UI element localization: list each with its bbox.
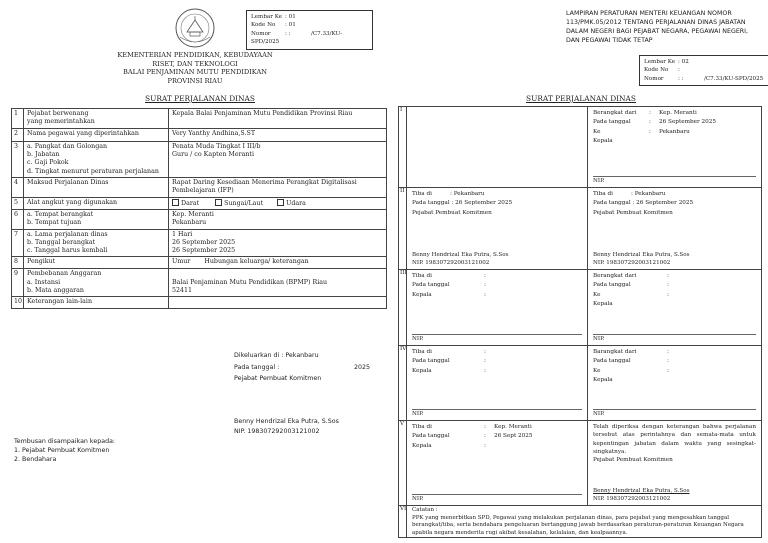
signer-name: Benny Hendrizal Eka Putra, S.Sos — [593, 487, 690, 494]
travel-order-table — [11, 108, 387, 309]
table-row — [12, 109, 387, 129]
code-value: 01 — [288, 22, 296, 29]
reference-box-sheet-2: Lembar Ke : 02 Kode No : Nomor : : /C7.33/KU-SPD/2025 — [639, 55, 768, 86]
table-row — [12, 129, 387, 142]
nip-label: NIP. — [593, 177, 605, 184]
row-value: Balai Penjaminan Mutu Pendidikan (BPMP) Riau 52411 — [169, 269, 387, 297]
number-label: Nomor — [644, 75, 664, 82]
issuer-role: Pejabat Pembuat Komitmen — [234, 375, 322, 383]
row-number: 5 — [12, 197, 24, 209]
section-v-left: Tiba di : Kep. Meranti Pada tanggal : 26 Sept 2025 Kepala : NIP. — [407, 421, 588, 505]
section-number: III — [399, 270, 407, 345]
row-label: a. Tempat berangkat b. Tempat tujuan — [24, 209, 169, 229]
arrival-place: Kep. Meranti — [494, 424, 532, 430]
section-number: II — [399, 188, 407, 269]
row-value: Penata Muda Tingkat I III/b Guru / co Kapten Meranti — [169, 142, 387, 178]
institution-line-3: BALAI PENJAMINAN MUTU PENDIDIKAN — [123, 68, 267, 77]
row-number: 1 — [12, 109, 24, 129]
row-number: 10 — [12, 297, 24, 309]
notes-text: PPK yang menerbitkan SPD, Pegawai yang melakukan perjalanan dinas, para pejabat yang mengesahkan tanggal berangkat/tiba, serta bendahara pengeluaran bertanggung jawab berdasarkan peraturan-peraturan Keuangan Negara apabila negara menderita rugi akibat kesalahan, kelalaian, dan kealpaannya. — [412, 514, 744, 537]
issuer-name: Benny Hendrizal Eka Putra, S.Sos — [234, 418, 339, 425]
list-item: 2. Bendahara — [14, 456, 57, 464]
section-iv — [399, 346, 761, 421]
row-number: 6 — [12, 209, 24, 229]
table-row — [12, 257, 387, 269]
section-vi — [399, 506, 761, 537]
section-iii — [399, 270, 761, 346]
row-label: a. Lama perjalanan dinas b. Tanggal berangkat c. Tanggal harus kembali — [24, 229, 169, 257]
row-label: Pejabat berwenang yang memerintahkan — [24, 109, 169, 129]
table-row — [12, 269, 387, 297]
sheet-value: 01 — [288, 14, 296, 20]
signer-nip: NIP. 198307292003121002 — [593, 495, 671, 502]
row-label: Pengikut — [24, 257, 169, 269]
row-number: 9 — [12, 269, 24, 297]
checkbox-air[interactable] — [277, 199, 284, 206]
signer-name: Benny Hendrizal Eka Putra, S.Sos — [593, 251, 690, 258]
section-v-right: Telah diperiksa dengan keterangan bahwa perjalanan tersebut atas perintahnya dan semata-mata untuk kepentingan jabatan dalam waktu yang sesingkat-singkatnya. Pejabat Pembuat Komitmen Benny Hendrizal Eka Putra, S.Sos NIP. 198307292003121002 — [593, 424, 756, 502]
row-value: 1 Hari 26 September 2025 26 September 2025 — [169, 229, 387, 257]
table-row — [12, 197, 387, 209]
section-i-right: Berangkat dari : Kep. Meranti Pada tanggal : 26 September 2025 Ke : Pekanbaru Kepala NIP. — [588, 107, 761, 187]
row-label: Nama pegawai yang diperintahkan — [24, 129, 169, 142]
number-value: /C7.33/KU-SPD/2025 — [251, 30, 342, 46]
section-number: I — [399, 107, 407, 187]
section-iv-right: Barangkat dari : Pada tanggal : Ke : Kepala NIP. — [588, 346, 761, 420]
right-document-title: SURAT PERJALANAN DINAS — [526, 94, 636, 103]
signer-name: Benny Hendrizal Eka Putra, S.Sos — [412, 251, 509, 258]
row-label: Keterangan lain-lain — [24, 297, 169, 309]
number-label: Nomor — [251, 30, 271, 37]
institution-line-1: KEMENTERIAN PENDIDIKAN, KEBUDAYAAN — [117, 51, 273, 59]
row-label: Pembebanan Anggaran a. Instansi b. Mata anggaran — [24, 269, 169, 297]
transport-options: Darat Sungai/Laut Udara — [169, 197, 387, 209]
sheet-label: Lembar Ke — [644, 59, 676, 65]
row-value: Very Yanthy Andhina,S.ST — [169, 129, 387, 142]
departure-from: Kep. Meranti — [659, 110, 697, 116]
row-label: Alat angkut yang digunakan — [24, 197, 169, 209]
checkbox-land[interactable] — [172, 199, 179, 206]
row-number: 4 — [12, 177, 24, 197]
section-ii-left: Tiba di : Pekanbaru Pada tanggal : 26 September 2025 Pejabat Pembuat Komitmen Benny Hendrizal Eka Putra, S.Sos NIP. 198307292003121002 — [407, 188, 588, 269]
table-row — [12, 209, 387, 229]
section-i — [399, 107, 761, 188]
row-value: Rapat Daring Kesediaan Menerima Perangkat Digitalisasi Pembelajaran (IFP) — [169, 177, 387, 197]
destination: Pekanbaru — [659, 128, 690, 135]
companion-columns: Umur Hubungan keluarga/ keterangan — [169, 257, 387, 269]
table-row — [12, 229, 387, 257]
notes-title: Catatan : — [412, 507, 438, 513]
regulation-reference: LAMPIRAN PERATURAN MENTERI KEUANGAN NOMOR 113/PMK.05/2012 TENTANG PERJALANAN DINAS JABATAN DALAM NEGERI BAGI PEJABAT NEGARA, PEGAWAI NEGERI, DAN PEGAWAI TIDAK TETAP — [566, 10, 749, 45]
row-number: 3 — [12, 142, 24, 178]
departure-date: 26 September 2025 — [659, 119, 716, 126]
signer-nip: NIP. 198307292003121002 — [593, 259, 671, 266]
table-row — [12, 177, 387, 197]
row-label: Maksud Perjalanan Dinas — [24, 177, 169, 197]
section-iv-left: Tiba di : Pada tanggal : Kepala : NIP. — [407, 346, 588, 420]
arrival-date: 26 Sept 2025 — [494, 433, 533, 440]
sheet-value: 02 — [681, 59, 689, 65]
row-number: 8 — [12, 257, 24, 269]
row-number: 2 — [12, 129, 24, 142]
code-label: Kode No — [644, 67, 669, 74]
institution-line-2: RISET, DAN TEKNOLOGI — [152, 59, 238, 68]
left-document-title: SURAT PERJALANAN DINAS — [145, 94, 255, 103]
institution-line-4: PROVINSI RIAU — [167, 76, 223, 85]
number-value: /C7.33/KU-SPD/2025 — [704, 75, 764, 82]
row-value — [169, 297, 387, 309]
visa-grid — [398, 106, 762, 538]
section-number: V — [399, 421, 407, 505]
section-ii-right: Tiba di : Pekanbaru Pada tanggal : 26 September 2025 Pejabat Pembuat Komitmen Benny Hendrizal Eka Putra, S.Sos NIP. 198307292003121002 — [593, 191, 694, 266]
table-row — [12, 142, 387, 178]
reference-box-sheet-1: Lembar Ke : 01 Kode No : 01 Nomor : : /C7.33/KU-SPD/2025 — [246, 10, 373, 50]
issued-at: Dikeluarkan di : Pekanbaru — [234, 352, 319, 359]
section-iii-right: Berangkat dari : Pada tanggal : Ke : Kepala NIP. — [588, 270, 761, 345]
emblem-logo — [172, 7, 218, 49]
issuer-nip: NIP. 198307292003121002 — [234, 427, 320, 435]
signer-nip: NIP. 198307292003121002 — [412, 259, 490, 266]
checkbox-river-sea[interactable] — [215, 199, 222, 206]
row-label: a. Pangkat dan Golongan b. Jabatan c. Gaji Pokok d. Tingkat menurut peraturan perjalanan — [24, 142, 169, 178]
issuance-block — [234, 350, 374, 385]
section-iii-left: Tiba di : Pada tanggal : Kepala : NIP. — [407, 270, 588, 345]
issued-date-label: Pada tanggal : — [234, 363, 280, 371]
row-value: Kepala Balai Penjaminan Mutu Pendidikan Provinsi Riau — [169, 109, 387, 129]
copy-recipients-title: Tembusan disampaikan kepada: — [14, 438, 116, 445]
section-i-left — [407, 107, 588, 187]
row-value: Kep. Meranti Pekanbaru — [169, 209, 387, 229]
issuer-signature — [234, 417, 374, 437]
sheet-label: Lembar Ke — [251, 14, 283, 20]
code-label: Kode No — [251, 22, 276, 29]
section-ii — [399, 188, 761, 270]
verification-statement: Telah diperiksa dengan keterangan bahwa perjalanan tersebut atas perintahnya dan semata-mata untuk kepentingan jabatan dalam waktu yang sesingkat-singkatnya. — [593, 424, 756, 455]
copy-recipients — [14, 437, 164, 464]
list-item: 1. Pejabat Pembuat Komitmen — [14, 447, 110, 455]
issued-year: 2025 — [353, 363, 370, 371]
section-number: IV — [399, 346, 407, 420]
table-row — [12, 297, 387, 309]
section-v — [399, 421, 761, 506]
section-number: VI — [399, 506, 407, 537]
row-number: 7 — [12, 229, 24, 257]
institution-header — [100, 51, 290, 85]
